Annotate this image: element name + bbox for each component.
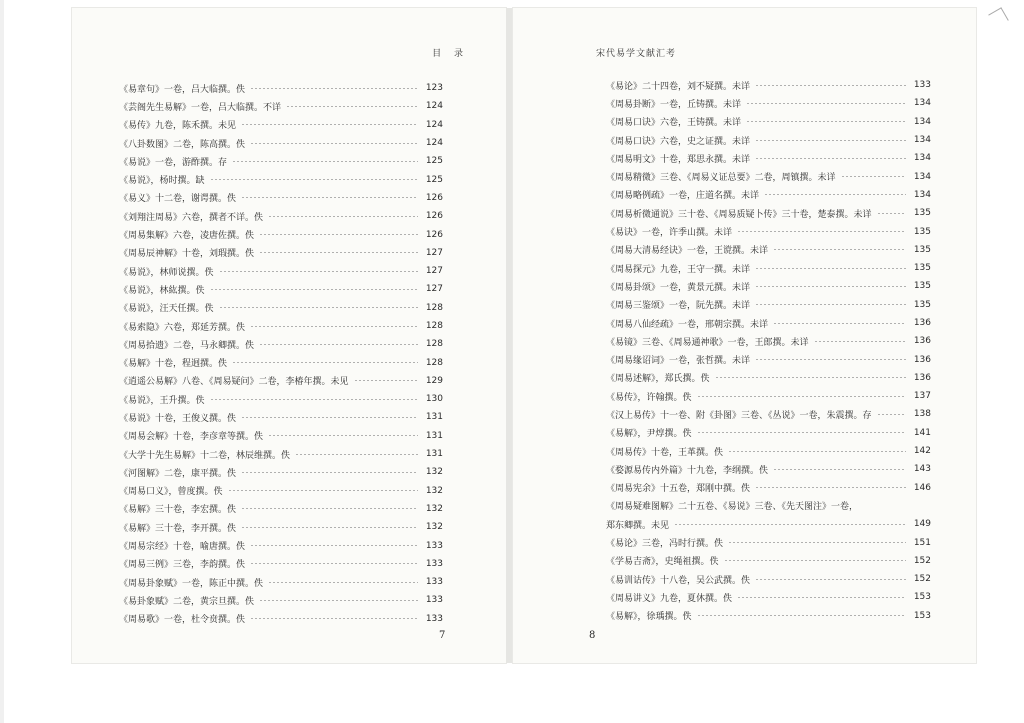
toc-entry-title: 《易说》，林紘撰。佚 [119,285,205,296]
toc-entry-title: 《周易口诀》六卷，王铸撰。未详 [606,118,742,129]
dot-leader [219,271,418,272]
toc-entry [72,427,506,445]
toc-entry [513,405,976,423]
dot-leader [295,454,418,455]
dot-leader [814,341,906,342]
toc-entry-title: 《易论》二十四卷，刘不疑撰。未详 [606,81,751,92]
toc-entry [513,204,976,222]
toc-entry-page: 132 [425,503,443,514]
toc-entry-page: 133 [425,577,443,588]
toc-entry-title: 《周易会解》十卷，李彦章等撰。佚 [119,432,264,443]
toc-entry-page: 142 [913,446,931,457]
toc-entry-page: 125 [425,174,443,185]
dot-leader [241,527,418,528]
toc-entry-page: 136 [913,336,931,347]
toc-entry [72,500,506,518]
toc-entry [513,479,976,497]
dot-leader [241,417,418,418]
right-page [513,8,976,663]
toc-entry-title: 《易传》九卷，陈禾撰。未见 [119,121,237,132]
toc-entry-title: 《周易卦断》一卷，丘铸撰。未详 [606,99,742,110]
dot-leader [755,158,906,159]
toc-entry-page: 137 [913,391,931,402]
toc-entry-page: 135 [913,208,931,219]
toc-entry [72,189,506,207]
dot-leader [259,600,418,601]
toc-entry-page: 125 [425,156,443,167]
toc-entry [513,552,976,570]
toc-entry [513,460,976,478]
toc-entry-title: 《易索隐》六卷，郑延芳撰。佚 [119,322,246,333]
toc-entry [513,515,976,533]
dot-leader [755,140,906,141]
dot-leader [241,472,418,473]
toc-entry-title: 《易解》，尹焞撰。佚 [606,429,692,440]
dot-leader [210,399,418,400]
toc-entry [513,76,976,94]
toc-entry [513,94,976,112]
toc-entry-title: 《周易卦颂》一卷，黄景元撰。未详 [606,282,751,293]
toc-entry-title: 《周易八仙经疏》一卷，邢朝宗撰。未详 [606,319,769,330]
toc-entry-page: 135 [913,244,931,255]
toc-entry [72,482,506,500]
toc-entry-title: 《周易三例》三卷，李韵撰。佚 [119,560,246,571]
toc-entry [72,372,506,390]
dot-leader [232,161,418,162]
toc-entry-page: 135 [913,299,931,310]
page-header: 目 录 [432,49,464,59]
toc-entry-page: 149 [913,519,931,530]
dot-leader [755,268,906,269]
toc-entry-title: 《周易疑难图解》二十五卷、《易说》三卷、《先天图注》一卷， [606,502,859,513]
toc-entry-title: 《易说》，汪天任撰。佚 [119,304,214,315]
dot-leader [697,432,906,433]
toc-list-right [513,76,976,625]
scan-edge-left [0,0,4,723]
toc-entry-page: 131 [425,412,443,423]
toc-entry-title: 《周易宗经》十卷，喻唐撰。佚 [119,542,246,553]
toc-entry [513,296,976,314]
toc-entry [72,335,506,353]
dot-leader [674,524,906,525]
toc-entry [513,149,976,167]
toc-entry-title: 《周易拾遗》二卷，马永卿撰。佚 [119,340,255,351]
toc-entry-page: 132 [425,485,443,496]
toc-entry-page: 131 [425,449,443,460]
dot-leader [728,542,906,543]
toc-entry [513,350,976,368]
scan-mark [988,7,1008,27]
toc-entry [513,607,976,625]
toc-entry-title: 《易训诂传》十八卷，吴公武撰。佚 [606,575,751,586]
dot-leader [259,234,418,235]
toc-entry [72,116,506,134]
toc-entry-page: 152 [913,574,931,585]
toc-entry-page: 127 [425,247,443,258]
toc-entry-page: 127 [425,284,443,295]
page-number: 8 [589,630,596,641]
dot-leader [755,359,906,360]
toc-entry-title: 《周易略例疏》一卷，庄道名撰。未详 [606,191,760,202]
toc-entry-title: 《周易三鉴颂》一卷，阮先撰。未详 [606,301,751,312]
toc-entry-page: 141 [913,427,931,438]
toc-entry-page: 124 [425,119,443,130]
toc-entry [513,533,976,551]
toc-entry [72,317,506,335]
toc-entry-page: 128 [425,321,443,331]
toc-entry-page: 126 [425,211,443,222]
toc-entry [72,262,506,280]
toc-entry [513,424,976,442]
toc-entry [513,570,976,588]
dot-leader [259,344,418,345]
toc-entry [513,277,976,295]
toc-entry-title: 《周易辰神解》十卷，刘瑕撰。佚 [119,249,255,260]
toc-entry-page: 134 [913,135,931,146]
toc-entry-title: 《易章句》一卷，吕大临撰。佚 [119,84,246,95]
toc-entry-title: 《周易卦象赋》一卷，陈正中撰。佚 [119,578,264,589]
toc-entry [72,152,506,170]
toc-entry [72,170,506,188]
toc-entry-page: 130 [425,394,443,405]
toc-entry-title: 《周易集解》六卷，凌唐佐撰。佚 [119,231,255,242]
dot-leader [697,396,906,397]
toc-list-left [72,79,506,628]
toc-entry-title: 《易义》十二卷，谢谔撰。佚 [119,194,237,205]
toc-entry-title: 《周易宪余》十五卷，郑刚中撰。佚 [606,484,751,495]
toc-entry [72,573,506,591]
toc-entry [72,591,506,609]
toc-entry-page: 134 [913,98,931,109]
toc-entry-title: 《易传》，许翰撰。佚 [606,392,692,403]
toc-entry-title: 《易论》三卷，冯时行撰。佚 [606,539,724,550]
dot-leader [268,216,418,217]
dot-leader [764,194,906,195]
dot-leader [724,560,906,561]
toc-entry [72,518,506,536]
toc-entry-title: 《周易缘诏词》一卷，张哲撰。未详 [606,356,751,367]
toc-entry-title: 《周易述解》，郑氏撰。佚 [606,374,710,385]
dot-leader [755,304,906,305]
toc-entry-page: 152 [913,555,931,566]
toc-entry-page: 151 [913,537,931,548]
toc-entry-page: 134 [913,153,931,164]
page-header: 宋代易学文献汇考 [596,49,677,59]
toc-entry [72,408,506,426]
toc-entry [513,387,976,405]
toc-entry-page: 138 [913,409,931,420]
toc-entry-page: 126 [425,229,443,240]
toc-entry-title: 《周易析微通说》三十卷、《周易质疑卜传》三十卷，楚泰撰。未详 [606,209,872,220]
toc-entry-page: 146 [913,482,931,493]
toc-entry-page: 123 [425,83,443,94]
toc-entry [72,280,506,298]
toc-entry [513,222,976,240]
toc-entry-title: 《周易大清易经诀》一卷，王谠撰。未详 [606,246,769,257]
dot-leader [286,106,418,107]
toc-entry-title: 《易解》三十卷，李开撰。佚 [119,523,237,534]
dot-leader [697,615,906,616]
toc-entry-page: 128 [425,302,443,313]
dot-leader [250,563,418,564]
toc-entry [72,79,506,97]
toc-entry-title: 《周易精微》三卷、《周易义证总要》二卷，周镇撰。未详 [606,173,836,184]
toc-entry [72,610,506,628]
left-page [72,8,506,663]
toc-entry-title: 《婺源易传内外篇》十九卷，李纲撰。佚 [606,465,769,476]
dot-leader [259,252,418,253]
toc-entry-page: 136 [913,354,931,365]
toc-entry-page: 131 [425,430,443,441]
dot-leader [210,179,418,180]
toc-entry [513,314,976,332]
toc-entry-title: 《易解》，徐瑀撰。佚 [606,612,692,623]
toc-entry [513,186,976,204]
dot-leader [755,286,906,287]
dot-leader [755,487,906,488]
toc-entry-page: 134 [913,189,931,200]
toc-entry-page: 126 [425,192,443,203]
dot-leader [737,231,906,232]
toc-entry-title: 《周易口义》，曾度撰。佚 [119,487,223,498]
toc-entry [72,299,506,317]
dot-leader [250,618,418,619]
toc-entry-page: 124 [425,138,443,149]
dot-leader [746,121,906,122]
toc-entry [72,207,506,225]
toc-entry-page: 135 [913,281,931,292]
book-gutter [506,8,513,663]
toc-entry [513,588,976,606]
toc-entry-title: 《易解》三十卷，李宏撰。佚 [119,505,237,516]
toc-entry [513,332,976,350]
toc-entry [513,497,976,515]
toc-entry-title: 《汉上易传》十一卷、附《卦图》三卷、《丛说》一卷，朱震撰。存 [606,410,872,421]
toc-entry-page: 133 [425,540,443,551]
toc-entry [72,244,506,262]
toc-entry-page: 133 [913,80,931,91]
toc-entry-title: 《周易讲义》九卷，夏休撰。佚 [606,593,733,604]
toc-entry [72,536,506,554]
toc-entry-page: 133 [425,595,443,606]
page-number: 7 [439,630,446,641]
toc-entry-page: 134 [913,116,931,127]
toc-entry-title: 《易说》，杨时撰。缺 [119,176,205,187]
toc-entry-title: 《学易吉斋》，史绳祖撰。佚 [606,557,719,568]
toc-entry [72,390,506,408]
toc-entry-page: 132 [425,467,443,478]
toc-entry-page: 127 [425,266,443,277]
toc-entry [72,353,506,371]
dot-leader [250,545,418,546]
dot-leader [755,85,906,86]
toc-entry-title: 《逍遥公易解》八卷、《周易疑问》二卷，李椿年撰。未见 [119,377,349,388]
toc-entry-title: 《大学十先生易解》十二卷，林辰维撰。佚 [119,450,291,461]
toc-entry-title: 《河图解》二卷，康平撰。佚 [119,468,237,479]
dot-leader [755,579,906,580]
toc-entry-page: 128 [425,339,443,350]
toc-entry-page: 133 [425,558,443,569]
toc-entry-page: 129 [425,375,443,386]
toc-entry-page: 132 [425,522,443,533]
dot-leader [250,88,418,89]
toc-entry-title: 《易镜》三卷、《周易通神歌》一卷，王郎撰。未详 [606,337,809,348]
toc-entry [72,463,506,481]
toc-entry [72,555,506,573]
dot-leader [210,289,418,290]
dot-leader [773,249,906,250]
toc-entry-page: 133 [425,613,443,624]
toc-entry [72,134,506,152]
dot-leader [241,124,418,125]
toc-entry [72,97,506,115]
toc-entry [513,259,976,277]
toc-entry-title: 《易说》十卷，王俊义撰。佚 [119,413,237,424]
toc-entry [513,113,976,131]
toc-entry-page: 124 [425,101,443,112]
toc-entry-page: 135 [913,226,931,237]
dot-leader [228,490,418,491]
toc-entry-title: 《易说》一卷，游酢撰。存 [119,157,228,168]
dot-leader [219,307,418,308]
toc-entry [513,131,976,149]
dot-leader [715,377,906,378]
dot-leader [241,508,418,509]
toc-entry-title: 《周易口诀》六卷，史之证撰。未详 [606,136,751,147]
toc-entry-title: 《易诀》一卷，许季山撰。未详 [606,228,733,239]
toc-entry-title: 《周易明文》十卷，郑思永撰。未详 [606,154,751,165]
toc-entry-page: 128 [425,357,443,368]
dot-leader [241,197,418,198]
toc-entry-title: 《周易歌》一卷，杜令贲撰。佚 [119,615,246,626]
toc-entry-page: 153 [913,610,931,621]
dot-leader [877,213,906,214]
toc-entry [513,442,976,460]
toc-entry [513,241,976,259]
toc-entry-title: 《八卦数图》二卷，陈高撰。佚 [119,139,246,150]
toc-entry [72,445,506,463]
toc-entry-title: 《刘翔注周易》六卷，撰者不详。佚 [119,212,264,223]
dot-leader [746,103,906,104]
toc-entry-page: 136 [913,318,931,328]
dot-leader [268,435,418,436]
toc-entry-title: 《易卦象赋》二卷，黄宗旦撰。佚 [119,596,255,607]
dot-leader [877,414,906,415]
toc-entry-page: 135 [913,263,931,274]
toc-entry [513,167,976,185]
toc-entry-title: 《易解》十卷，程迥撰。佚 [119,359,228,370]
toc-entry-page: 143 [913,464,931,475]
dot-leader [773,469,906,470]
toc-entry-page: 134 [913,171,931,182]
dot-leader [232,362,418,363]
toc-entry-title: 《芸阁先生易解》一卷，吕大临撰。不详 [119,102,282,113]
dot-leader [841,176,906,177]
toc-entry-title: 《易说》，王升撰。佚 [119,395,205,406]
toc-entry-page: 153 [913,592,931,603]
toc-entry-title: 《周易探元》九卷，王守一撰。未详 [606,264,751,275]
toc-entry-title: 郑东卿撰。未见 [606,520,670,531]
dot-leader [354,380,418,381]
toc-entry [72,225,506,243]
dot-leader [268,582,418,583]
toc-entry-title: 《周易传》十卷，王革撰。佚 [606,447,724,458]
toc-entry [513,369,976,387]
dot-leader [250,326,418,327]
dot-leader [250,143,418,144]
dot-leader [773,323,906,324]
toc-entry-page: 136 [913,372,931,383]
dot-leader [728,451,906,452]
toc-entry-title: 《易说》，林师说撰。佚 [119,267,214,278]
dot-leader [737,597,906,598]
